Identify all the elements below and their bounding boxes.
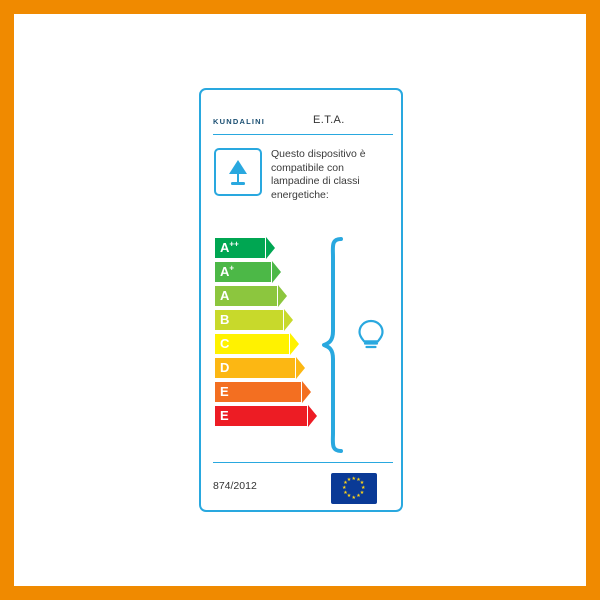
eu-star-icon: ★ bbox=[351, 494, 356, 501]
energy-class-row bbox=[214, 357, 308, 379]
energy-class-plus: + bbox=[229, 263, 235, 273]
energy-class-row bbox=[214, 381, 308, 403]
energy-class-arrow bbox=[272, 261, 281, 283]
energy-class-row bbox=[214, 285, 308, 307]
energy-class-arrow bbox=[296, 357, 305, 379]
energy-class-label: B bbox=[220, 312, 230, 327]
energy-class-arrow bbox=[302, 381, 311, 403]
eu-star-icon: ★ bbox=[351, 475, 356, 482]
footer-divider bbox=[213, 462, 393, 463]
energy-class-label: A++ bbox=[220, 239, 239, 255]
curly-brace-icon bbox=[321, 235, 347, 460]
eu-star-icon: ★ bbox=[346, 476, 352, 483]
brand-name: KUNDALINI bbox=[213, 117, 266, 126]
energy-class-label: A bbox=[220, 288, 230, 303]
energy-label-card bbox=[199, 88, 403, 512]
energy-class-arrow bbox=[284, 309, 293, 331]
eu-flag-icon bbox=[331, 473, 377, 504]
energy-class-row bbox=[214, 309, 308, 331]
energy-class-label: D bbox=[220, 360, 230, 375]
energy-class-label: A+ bbox=[220, 263, 235, 279]
eu-star-icon: ★ bbox=[359, 489, 365, 496]
eu-star-icon: ★ bbox=[343, 480, 348, 487]
lamp-icon-box bbox=[214, 148, 262, 196]
eu-star-icon: ★ bbox=[361, 485, 366, 491]
energy-class-arrow bbox=[266, 237, 275, 259]
eu-star-icon: ★ bbox=[343, 489, 348, 496]
table-lamp-icon bbox=[216, 150, 260, 194]
energy-class-row bbox=[214, 333, 308, 355]
energy-class-arrow bbox=[278, 285, 287, 307]
eu-star-icon: ★ bbox=[356, 476, 361, 483]
model-name: E.T.A. bbox=[313, 114, 345, 126]
energy-class-list bbox=[214, 237, 308, 429]
energy-class-label: C bbox=[220, 336, 230, 351]
energy-class-arrow bbox=[308, 405, 317, 427]
energy-class-row bbox=[214, 261, 308, 283]
energy-class-plus: ++ bbox=[229, 239, 239, 249]
energy-class-label: E bbox=[220, 384, 229, 399]
eu-star-icon: ★ bbox=[359, 480, 365, 487]
eu-star-icon: ★ bbox=[342, 485, 347, 491]
eu-star-icon: ★ bbox=[356, 493, 361, 500]
energy-class-row bbox=[214, 405, 308, 427]
eu-star-icon: ★ bbox=[346, 493, 352, 500]
regulation-number: 874/2012 bbox=[213, 480, 257, 492]
energy-class-label: E bbox=[220, 408, 229, 423]
energy-class-row bbox=[214, 237, 308, 259]
energy-class-arrow bbox=[290, 333, 299, 355]
compatibility-notice: Questo dispositivo è compatibile con lampadine di classi energetiche: bbox=[271, 148, 366, 201]
light-bulb-icon bbox=[356, 318, 386, 359]
header-divider bbox=[213, 134, 393, 135]
